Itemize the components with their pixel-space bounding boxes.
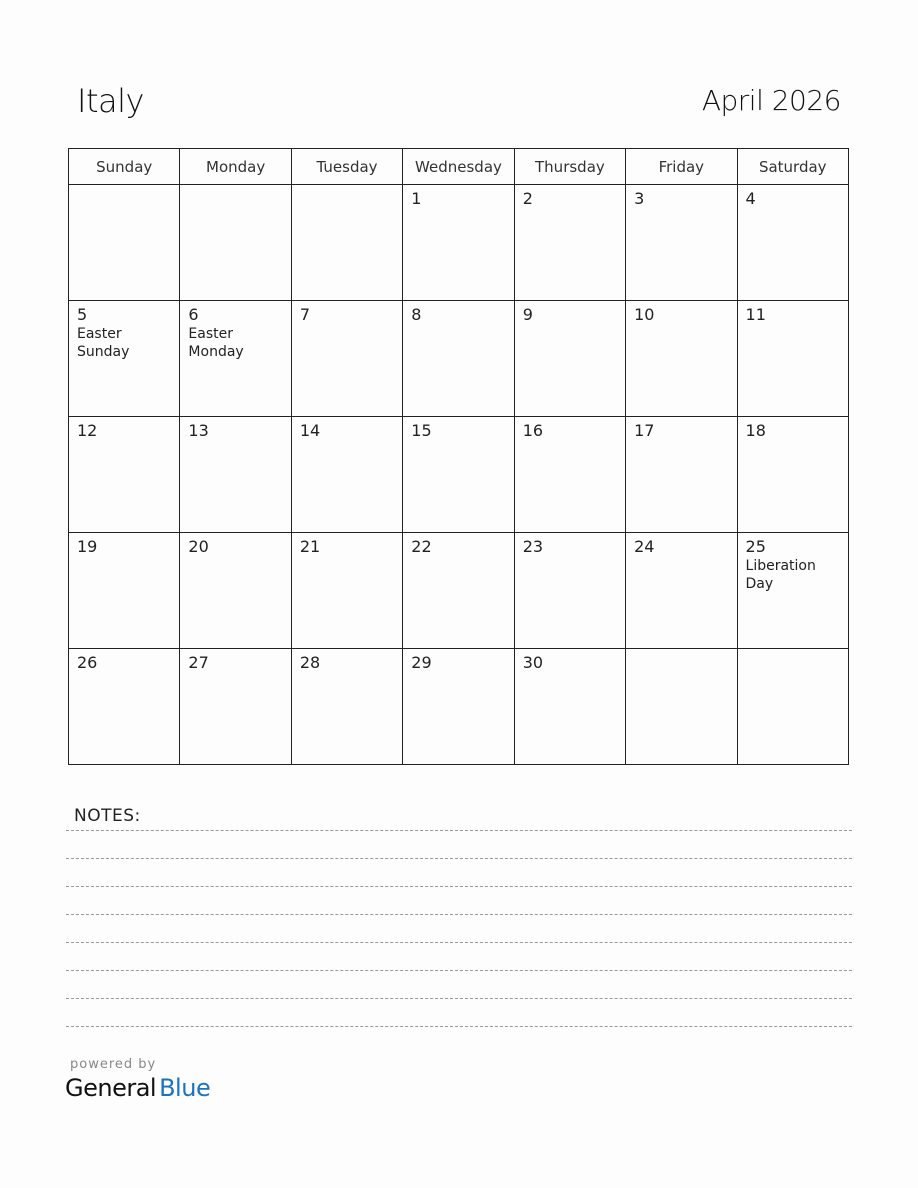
weekday-monday: Monday (180, 149, 291, 185)
day-number: 22 (411, 537, 432, 556)
brand-blue: Blue (159, 1074, 211, 1102)
notes-line (66, 970, 852, 971)
day-number: 4 (745, 189, 756, 208)
day-number: 29 (411, 653, 432, 672)
day-cell (180, 185, 291, 301)
notes-line (66, 1026, 852, 1027)
day-cell (403, 533, 514, 649)
day-cell (291, 417, 402, 533)
week-row (69, 301, 849, 417)
day-cell (626, 185, 737, 301)
day-cell (69, 185, 180, 301)
day-number: 20 (188, 537, 209, 556)
brand-general: General (65, 1074, 157, 1102)
notes-line (66, 942, 852, 943)
notes-line (66, 914, 852, 915)
day-cell (514, 417, 625, 533)
day-number: 14 (299, 421, 321, 440)
generalblue-logo (65, 1074, 210, 1102)
weekday-saturday: Saturday (737, 149, 848, 185)
month-year-title: April 2026 (701, 84, 841, 117)
day-number: 1 (411, 189, 422, 208)
holiday-label: Liberation Day (745, 558, 816, 592)
day-number: 23 (522, 537, 544, 556)
day-number: 13 (188, 421, 209, 440)
day-cell (180, 301, 291, 417)
day-number: 7 (299, 305, 311, 324)
day-number: 12 (77, 421, 98, 440)
day-number: 3 (634, 189, 645, 208)
day-number: 6 (188, 305, 199, 324)
day-cell (737, 649, 848, 765)
day-number: 17 (634, 421, 655, 440)
day-cell (403, 649, 514, 765)
day-number: 2 (522, 189, 533, 208)
day-cell (626, 417, 737, 533)
weekday-wednesday: Wednesday (403, 149, 514, 185)
day-number: 26 (77, 653, 98, 672)
week-row (69, 417, 849, 533)
day-cell (403, 185, 514, 301)
day-cell (514, 533, 625, 649)
day-number: 24 (634, 537, 655, 556)
day-number: 21 (299, 537, 321, 556)
day-cell (626, 301, 737, 417)
day-number: 19 (77, 537, 98, 556)
day-cell (737, 185, 848, 301)
notes-label: NOTES: (74, 806, 141, 826)
weekday-tuesday: Tuesday (291, 149, 402, 185)
day-cell (291, 185, 402, 301)
weekday-sunday: Sunday (69, 149, 180, 185)
day-cell (514, 301, 625, 417)
day-number: 15 (411, 421, 432, 440)
day-cell (626, 649, 737, 765)
weekday-friday: Friday (626, 149, 737, 185)
holiday-label: Easter Sunday (77, 326, 130, 360)
day-cell (69, 649, 180, 765)
day-number: 5 (77, 305, 88, 324)
calendar-grid (68, 148, 849, 765)
powered-by-text: powered by (70, 1057, 157, 1072)
day-cell (514, 185, 625, 301)
day-cell (403, 301, 514, 417)
day-cell (180, 533, 291, 649)
day-cell (69, 417, 180, 533)
day-cell (737, 301, 848, 417)
week-row (69, 185, 849, 301)
day-cell (737, 533, 848, 649)
day-cell (291, 649, 402, 765)
day-cell (69, 533, 180, 649)
day-cell (403, 417, 514, 533)
weekday-header-row (69, 149, 849, 185)
notes-line (66, 830, 852, 831)
week-row (69, 533, 849, 649)
notes-line (66, 886, 852, 887)
day-number: 16 (522, 421, 544, 440)
day-cell (180, 649, 291, 765)
day-number: 28 (299, 653, 321, 672)
day-cell (180, 417, 291, 533)
day-cell (514, 649, 625, 765)
weekday-thursday: Thursday (514, 149, 625, 185)
day-number: 11 (745, 305, 766, 324)
notes-line (66, 998, 852, 999)
day-number: 30 (522, 653, 544, 672)
day-number: 27 (188, 653, 209, 672)
day-cell (737, 417, 848, 533)
day-cell (626, 533, 737, 649)
day-number: 10 (634, 305, 655, 324)
day-cell (69, 301, 180, 417)
day-cell (291, 301, 402, 417)
day-number: 25 (745, 537, 766, 556)
week-row (69, 649, 849, 765)
day-number: 9 (522, 305, 533, 324)
holiday-label: Easter Monday (188, 326, 244, 360)
notes-line (66, 858, 852, 859)
country-title: Italy (77, 82, 144, 120)
day-cell (291, 533, 402, 649)
day-number: 8 (411, 305, 422, 324)
day-number: 18 (745, 421, 766, 440)
